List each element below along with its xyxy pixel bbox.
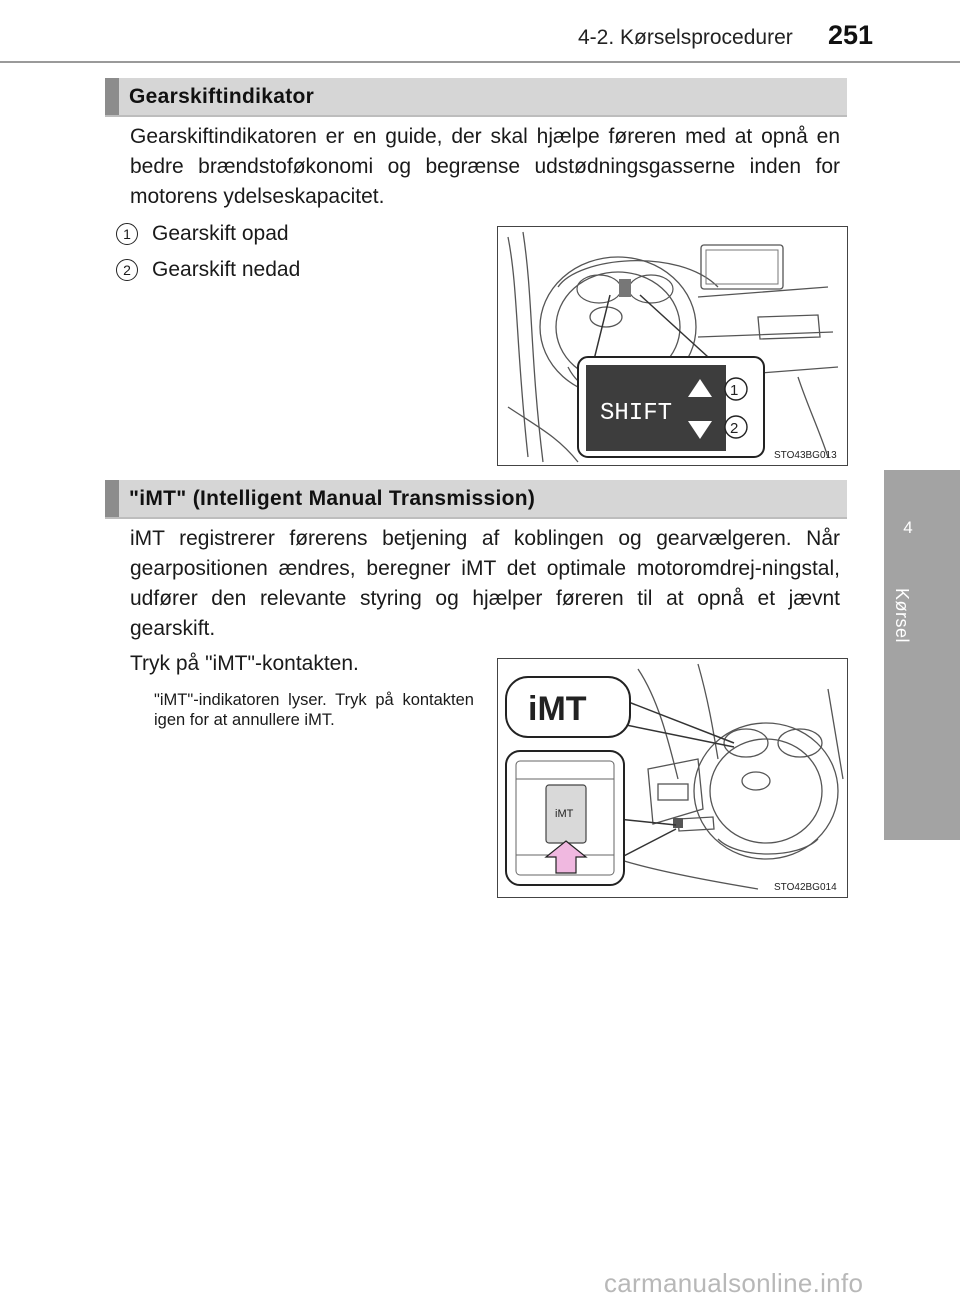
imt-switch-illustration — [498, 659, 847, 897]
figure-code: STO42BG014 — [774, 882, 837, 893]
figure-shift-indicator — [497, 226, 848, 466]
section-body: Gearskiftindikatoren er en guide, der skal hjælpe føreren med at opnå en bedre brændstoføkonomi og begrænse udstødningsgasserne inden for motorens ydelseskapacitet. — [130, 125, 840, 208]
item-label: Gearskift nedad — [152, 258, 301, 281]
shift-indicator-illustration — [498, 227, 847, 465]
list-item — [116, 258, 300, 282]
item-number-badge: 2 — [116, 259, 138, 281]
instruction-step: Tryk på "iMT"-kontakten. — [130, 652, 359, 675]
chapter-number: 4 — [903, 518, 913, 537]
figure-code: STO43BG013 — [774, 450, 837, 461]
item-number-badge: 1 — [116, 223, 138, 245]
chapter-side-tab — [884, 470, 960, 840]
running-header-section: 4-2. Kørselsprocedurer — [578, 26, 793, 49]
imt-switch-text: iMT — [555, 808, 574, 820]
callout-2-label: 2 — [730, 420, 739, 437]
item-label: Gearskift opad — [152, 222, 289, 245]
header-rule — [0, 61, 960, 63]
figure-imt-switch — [497, 658, 848, 898]
section-heading-bar — [105, 78, 119, 115]
instruction-note: "iMT"-indikatoren lyser. Tryk på kontakten igen for at annullere iMT. — [154, 691, 474, 729]
section-heading-gearshift — [105, 78, 847, 117]
list-item — [116, 222, 289, 246]
section-body: iMT registrerer førerens betjening af koblingen og gearvælgeren. Når gearpositionen ændres, beregner iMT det optimale motoromdrej-ningstal, udfører den relevante styring og hjælper føreren til at opnå et jævnt gearskift. — [130, 527, 840, 640]
section-heading-imt — [105, 480, 847, 519]
section-title: "iMT" (Intelligent Manual Transmission) — [129, 487, 536, 510]
page-number: 251 — [828, 20, 874, 50]
watermark: carmanualsonline.info — [604, 1268, 864, 1298]
shift-display-text: SHIFT — [600, 400, 673, 427]
section-title: Gearskiftindikator — [129, 85, 315, 108]
callout-1-label: 1 — [730, 382, 739, 399]
imt-indicator-text: iMT — [528, 690, 587, 728]
chapter-label: Kørsel — [892, 588, 912, 644]
section-heading-bar — [105, 480, 119, 517]
